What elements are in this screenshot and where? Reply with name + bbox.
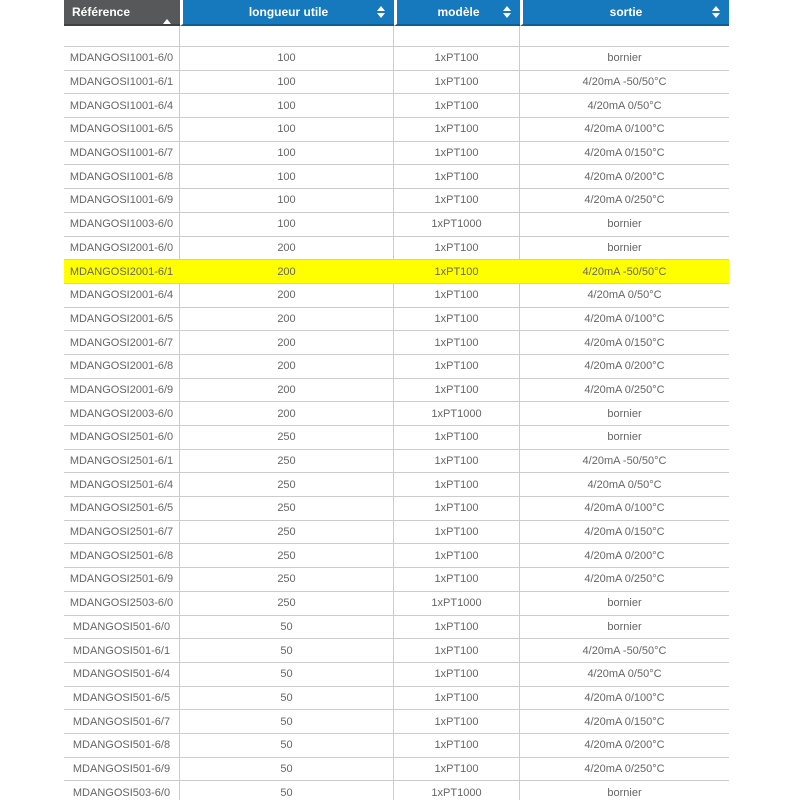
table-cell: 200 xyxy=(180,237,394,261)
table-cell: MDANGOSI2501-6/7 xyxy=(64,521,180,545)
table-cell: bornier xyxy=(520,592,729,616)
table-cell: 1xPT100 xyxy=(394,189,520,213)
column-header-sortie[interactable] xyxy=(520,0,729,26)
table-cell: 1xPT100 xyxy=(394,165,520,189)
table-row[interactable] xyxy=(64,544,729,568)
table-row[interactable] xyxy=(64,213,729,237)
table-cell: 1xPT100 xyxy=(394,47,520,71)
table-header xyxy=(64,0,729,26)
table-row[interactable] xyxy=(64,402,729,426)
table-cell: 200 xyxy=(180,260,394,284)
table-cell: MDANGOSI2503-6/0 xyxy=(64,592,180,616)
table-cell: 4/20mA 0/250°C xyxy=(520,379,729,403)
table-cell: bornier xyxy=(520,47,729,71)
table-row[interactable] xyxy=(64,616,729,640)
table-cell: MDANGOSI501-6/7 xyxy=(64,710,180,734)
table-cell: 4/20mA 0/50°C xyxy=(520,284,729,308)
table-cell: 1xPT100 xyxy=(394,450,520,474)
table-row-highlighted[interactable] xyxy=(64,260,729,284)
table-cell: 250 xyxy=(180,592,394,616)
table-cell: MDANGOSI1001-6/0 xyxy=(64,47,180,71)
table-cell: 100 xyxy=(180,189,394,213)
column-header-label: longueur utile xyxy=(248,5,329,19)
sort-both-icon xyxy=(503,6,511,18)
table-cell: bornier xyxy=(520,213,729,237)
table-cell: 250 xyxy=(180,568,394,592)
table-row[interactable] xyxy=(64,426,729,450)
table-cell: MDANGOSI1001-6/1 xyxy=(64,71,180,95)
table-cell: MDANGOSI501-6/9 xyxy=(64,758,180,782)
table-cell: 100 xyxy=(180,118,394,142)
table-cell: 1xPT100 xyxy=(394,734,520,758)
table-cell: 200 xyxy=(180,331,394,355)
table-cell: MDANGOSI2501-6/9 xyxy=(64,568,180,592)
table-row[interactable] xyxy=(64,521,729,545)
table-cell: 200 xyxy=(180,379,394,403)
table-cell: 1xPT100 xyxy=(394,331,520,355)
table-row[interactable] xyxy=(64,758,729,782)
table-cell: MDANGOSI501-6/0 xyxy=(64,616,180,640)
table-cell: MDANGOSI2501-6/0 xyxy=(64,426,180,450)
table-cell: 50 xyxy=(180,710,394,734)
column-header-reference[interactable] xyxy=(64,0,180,26)
table-cell: 1xPT100 xyxy=(394,284,520,308)
table-row[interactable] xyxy=(64,639,729,663)
table-cell: 4/20mA -50/50°C xyxy=(520,71,729,95)
column-header-label: sortie xyxy=(609,5,643,19)
table-cell: 1xPT100 xyxy=(394,616,520,640)
table-cell: 250 xyxy=(180,450,394,474)
table-row[interactable] xyxy=(64,308,729,332)
table-cell: 1xPT100 xyxy=(394,710,520,734)
table-cell: MDANGOSI2001-6/5 xyxy=(64,308,180,332)
table-cell: 4/20mA 0/250°C xyxy=(520,568,729,592)
table-cell: 1xPT100 xyxy=(394,521,520,545)
table-cell: 4/20mA 0/200°C xyxy=(520,165,729,189)
table-cell: 4/20mA 0/250°C xyxy=(520,758,729,782)
table-cell: 1xPT100 xyxy=(394,237,520,261)
table-cell: 4/20mA -50/50°C xyxy=(520,260,729,284)
table-cell: 4/20mA 0/50°C xyxy=(520,663,729,687)
table-cell: 4/20mA 0/150°C xyxy=(520,521,729,545)
table-row[interactable] xyxy=(64,734,729,758)
table-cell: 1xPT1000 xyxy=(394,213,520,237)
table-cell: 1xPT100 xyxy=(394,687,520,711)
table-cell: MDANGOSI1001-6/7 xyxy=(64,142,180,166)
table-cell: 4/20mA -50/50°C xyxy=(520,639,729,663)
table-row[interactable] xyxy=(64,142,729,166)
table-cell: MDANGOSI2001-6/7 xyxy=(64,331,180,355)
table-cell: 1xPT100 xyxy=(394,426,520,450)
table-cell: 1xPT100 xyxy=(394,71,520,95)
column-header-label: Référence xyxy=(72,5,131,19)
sort-asc-icon xyxy=(163,5,171,19)
table-cell: 1xPT100 xyxy=(394,497,520,521)
table-cell: 250 xyxy=(180,497,394,521)
table-cell: 1xPT100 xyxy=(394,355,520,379)
table-row[interactable] xyxy=(64,663,729,687)
table-row[interactable] xyxy=(64,237,729,261)
table-cell: 50 xyxy=(180,687,394,711)
table-cell: 250 xyxy=(180,426,394,450)
sort-both-icon xyxy=(712,6,720,18)
table-cell: MDANGOSI1003-6/0 xyxy=(64,213,180,237)
table-body xyxy=(64,26,729,800)
table-cell: 50 xyxy=(180,639,394,663)
table-cell: MDANGOSI2001-6/9 xyxy=(64,379,180,403)
table-row[interactable] xyxy=(64,473,729,497)
table-cell: MDANGOSI503-6/0 xyxy=(64,781,180,800)
table-row[interactable] xyxy=(64,781,729,800)
table-row[interactable] xyxy=(64,687,729,711)
table-cell: 4/20mA 0/200°C xyxy=(520,355,729,379)
table-cell: 250 xyxy=(180,521,394,545)
table-cell: 50 xyxy=(180,758,394,782)
table-cell: bornier xyxy=(520,237,729,261)
table-row[interactable] xyxy=(64,94,729,118)
table-row[interactable] xyxy=(64,165,729,189)
table-cell: 4/20mA 0/150°C xyxy=(520,331,729,355)
table-cell: 4/20mA 0/50°C xyxy=(520,473,729,497)
table-cell: 1xPT100 xyxy=(394,260,520,284)
table-cell: 1xPT100 xyxy=(394,544,520,568)
table-cell: 1xPT100 xyxy=(394,758,520,782)
column-header-label: modèle xyxy=(437,5,480,19)
table-row[interactable] xyxy=(64,710,729,734)
table-cell: 100 xyxy=(180,165,394,189)
sort-both-icon xyxy=(377,6,385,18)
table-cell: 100 xyxy=(180,213,394,237)
table-cell: MDANGOSI2001-6/1 xyxy=(64,260,180,284)
table-cell: 1xPT1000 xyxy=(394,781,520,800)
table-row[interactable] xyxy=(64,450,729,474)
table-cell: MDANGOSI2501-6/5 xyxy=(64,497,180,521)
table-cell: MDANGOSI2501-6/4 xyxy=(64,473,180,497)
table-cell: 50 xyxy=(180,781,394,800)
table-cell: 4/20mA -50/50°C xyxy=(520,450,729,474)
table-cell: 4/20mA 0/150°C xyxy=(520,710,729,734)
table-cell: 50 xyxy=(180,616,394,640)
table-row[interactable] xyxy=(64,355,729,379)
table-cell: 4/20mA 0/50°C xyxy=(520,94,729,118)
table-cell: MDANGOSI501-6/4 xyxy=(64,663,180,687)
table-cell: 1xPT100 xyxy=(394,663,520,687)
table-cell: MDANGOSI1001-6/4 xyxy=(64,94,180,118)
table-cell: MDANGOSI2501-6/1 xyxy=(64,450,180,474)
table-cell: MDANGOSI2001-6/0 xyxy=(64,237,180,261)
table-cell: MDANGOSI1001-6/8 xyxy=(64,165,180,189)
table-cell: 1xPT100 xyxy=(394,94,520,118)
column-header-longueur-utile[interactable] xyxy=(180,0,394,26)
table-cell: 1xPT100 xyxy=(394,379,520,403)
table-row[interactable] xyxy=(64,568,729,592)
table-cell: 1xPT100 xyxy=(394,473,520,497)
table-cell: 4/20mA 0/100°C xyxy=(520,497,729,521)
table-cell: 100 xyxy=(180,94,394,118)
table-cell: MDANGOSI2501-6/8 xyxy=(64,544,180,568)
table-cell: 200 xyxy=(180,355,394,379)
table-cell: bornier xyxy=(520,426,729,450)
table-cell: 1xPT1000 xyxy=(394,402,520,426)
table-cell: 1xPT100 xyxy=(394,118,520,142)
table-cell: MDANGOSI2001-6/4 xyxy=(64,284,180,308)
table-cell: 200 xyxy=(180,308,394,332)
table-cell: 4/20mA 0/200°C xyxy=(520,734,729,758)
table-row[interactable] xyxy=(64,592,729,616)
table-cell: 1xPT100 xyxy=(394,639,520,663)
table-cell: 1xPT100 xyxy=(394,142,520,166)
table-cell: MDANGOSI501-6/1 xyxy=(64,639,180,663)
table-cell: MDANGOSI1001-6/5 xyxy=(64,118,180,142)
table-cell: 4/20mA 0/100°C xyxy=(520,118,729,142)
table-cell: 1xPT100 xyxy=(394,308,520,332)
product-table xyxy=(64,0,729,800)
table-row[interactable] xyxy=(64,379,729,403)
table-cell: 1xPT100 xyxy=(394,568,520,592)
table-cell: 4/20mA 0/250°C xyxy=(520,189,729,213)
table-cell: MDANGOSI501-6/5 xyxy=(64,687,180,711)
table-row[interactable] xyxy=(64,71,729,95)
table-row[interactable] xyxy=(64,497,729,521)
column-header-modele[interactable] xyxy=(394,0,520,26)
table-cell: bornier xyxy=(520,616,729,640)
table-row[interactable] xyxy=(64,331,729,355)
table-cell: MDANGOSI1001-6/9 xyxy=(64,189,180,213)
table-cell: 4/20mA 0/200°C xyxy=(520,544,729,568)
table-row[interactable] xyxy=(64,189,729,213)
table-cell: 250 xyxy=(180,473,394,497)
table-cell: 50 xyxy=(180,734,394,758)
table-cell: bornier xyxy=(520,781,729,800)
table-cell: 4/20mA 0/100°C xyxy=(520,687,729,711)
table-cell: 100 xyxy=(180,71,394,95)
table-cell: 200 xyxy=(180,284,394,308)
table-row[interactable] xyxy=(64,118,729,142)
table-row[interactable] xyxy=(64,47,729,71)
table-cell: 100 xyxy=(180,142,394,166)
table-cell: 1xPT1000 xyxy=(394,592,520,616)
empty-row xyxy=(64,26,729,47)
table-cell: 200 xyxy=(180,402,394,426)
table-cell: MDANGOSI2003-6/0 xyxy=(64,402,180,426)
table-cell: 4/20mA 0/150°C xyxy=(520,142,729,166)
table-row[interactable] xyxy=(64,284,729,308)
table-cell: 50 xyxy=(180,663,394,687)
table-cell: MDANGOSI501-6/8 xyxy=(64,734,180,758)
table-cell: MDANGOSI2001-6/8 xyxy=(64,355,180,379)
table-cell: 4/20mA 0/100°C xyxy=(520,308,729,332)
table-cell: bornier xyxy=(520,402,729,426)
table-cell: 100 xyxy=(180,47,394,71)
table-cell: 250 xyxy=(180,544,394,568)
